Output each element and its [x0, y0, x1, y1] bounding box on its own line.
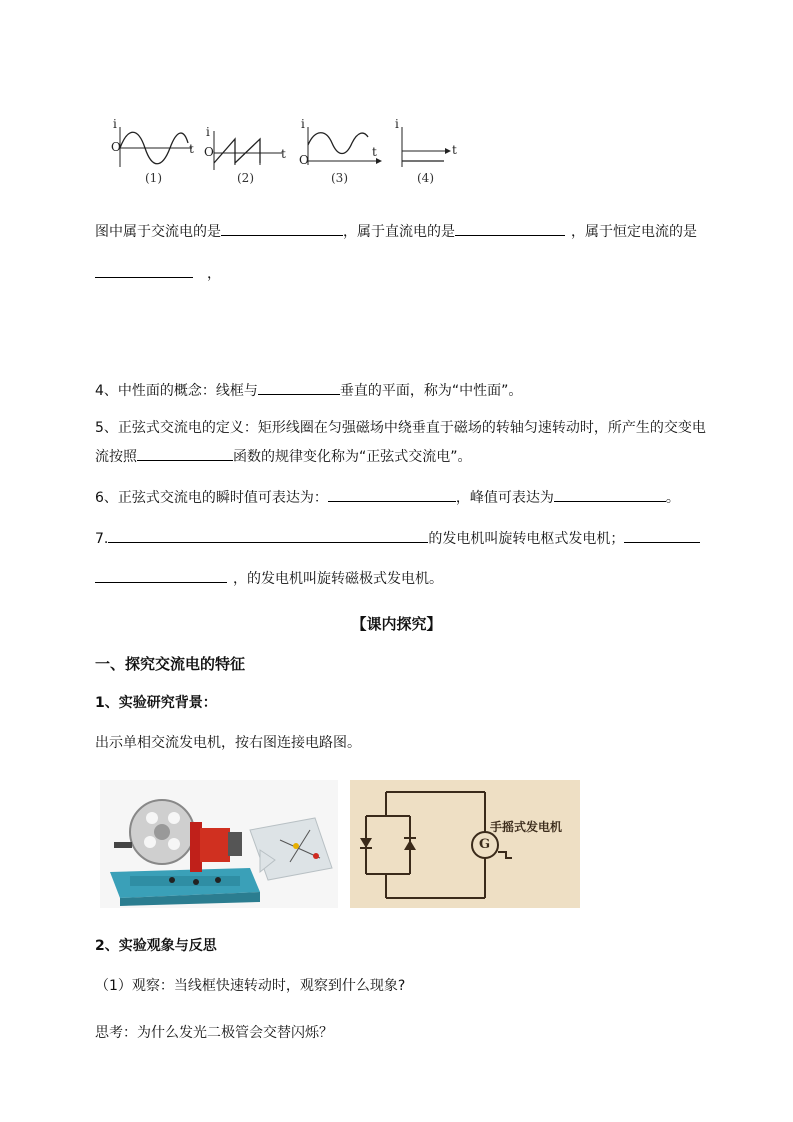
fig3-t-label: t	[372, 145, 377, 159]
fig3-origin-label: O	[299, 153, 309, 167]
fig4-caption: (4)	[417, 171, 434, 185]
observe-question: （1）观察：当线框快速转动时，观察到什么现象?	[95, 978, 406, 994]
question-7-line2	[95, 568, 443, 588]
classify-tail: ，	[207, 266, 221, 282]
waveform-2-sawtooth	[214, 131, 282, 170]
q7-line2-suffix: ，的发电机叫旋转磁极式发电机。	[233, 571, 443, 587]
classify-part1: 图中属于交流电的是	[95, 224, 221, 240]
q5-line2-prefix: 流按照	[95, 449, 137, 465]
q5-line2-suffix: 函数的规律变化称为“正弦式交流电”。	[233, 449, 472, 465]
blank-q7-a[interactable]	[108, 528, 428, 543]
fig3-caption: (3)	[331, 171, 348, 185]
waveform-figures	[100, 115, 470, 190]
heading-1: 一、探究交流电的特征	[95, 655, 246, 673]
classify-part3: ，属于恒定电流的是	[571, 224, 697, 240]
blank-dc[interactable]	[455, 221, 565, 236]
subheading-1: 1、实验研究背景：	[95, 695, 217, 711]
waveform-4-constant	[402, 127, 451, 167]
question-5-line2	[95, 446, 472, 466]
q6-middle: ，峰值可表达为	[455, 490, 554, 506]
q6-prefix: 6、正弦式交流电的瞬时值可表达为：	[95, 490, 328, 506]
fig1-i-label: i	[113, 117, 117, 131]
blank-q7-c[interactable]	[95, 568, 227, 583]
fig1-caption: (1)	[145, 171, 162, 185]
fig2-caption: (2)	[237, 171, 254, 185]
fig2-origin-label: O	[204, 145, 214, 159]
fig4-i-label: i	[395, 117, 399, 131]
question-7-line1	[95, 528, 700, 548]
fig3-i-label: i	[301, 117, 305, 131]
fig1-t-label: t	[189, 142, 194, 156]
generator-symbol: G	[479, 837, 491, 852]
blank-q6-peak[interactable]	[554, 487, 666, 502]
q5-line1: 5、正弦式交流电的定义：矩形线圈在匀强磁场中绕垂直于磁场的转轴匀速转动时，所产生的交变电	[95, 420, 706, 436]
blank-q6-instant[interactable]	[328, 487, 456, 502]
blank-q7-b[interactable]	[624, 528, 700, 543]
blank-ac[interactable]	[221, 221, 343, 236]
classify-part2: ，属于直流电的是	[343, 224, 455, 240]
circuit-diagram	[350, 780, 580, 908]
blank-constant[interactable]	[95, 263, 193, 278]
classify-question	[95, 221, 697, 241]
q4-suffix: 垂直的平面，称为“中性面”。	[339, 383, 523, 399]
section-title: 【课内探究】	[351, 615, 442, 633]
blank-q5[interactable]	[137, 446, 233, 461]
waveform-3-pulsating	[308, 127, 382, 165]
classify-question-line2	[95, 263, 221, 283]
generator-photo-svg	[100, 780, 338, 908]
q7-middle: 的发电机叫旋转电枢式发电机；	[428, 531, 625, 547]
q7-prefix: 7.	[95, 531, 109, 547]
paragraph-1: 出示单相交流发电机，按右图连接电路图。	[95, 735, 361, 751]
q4-prefix: 4、中性面的概念：线框与	[95, 383, 258, 399]
fig4-t-label: t	[452, 143, 457, 157]
think-question: 思考：为什么发光二极管会交替闪烁？	[95, 1025, 333, 1041]
generator-label: 手摇式发电机	[490, 820, 563, 834]
subheading-2: 2、实验观象与反思	[95, 938, 217, 954]
fig2-i-label: i	[206, 125, 210, 139]
waveform-1-sine	[120, 127, 192, 167]
question-6	[95, 487, 680, 507]
fig1-origin-label: O	[111, 140, 121, 154]
question-5-line1	[95, 419, 706, 437]
circuit-svg	[350, 780, 580, 908]
question-4	[95, 380, 522, 400]
generator-photo	[100, 780, 338, 908]
q6-suffix: 。	[665, 490, 680, 506]
blank-q4[interactable]	[258, 380, 340, 395]
fig2-t-label: t	[281, 147, 286, 161]
